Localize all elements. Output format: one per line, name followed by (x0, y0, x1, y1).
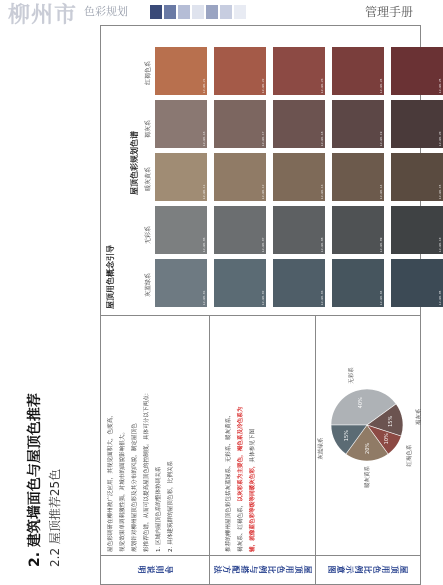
guide-paragraph: 彩推荐色谱，从而可以提高屋顶色的控制度。具体可分以下两点： (144, 389, 150, 552)
usage-body (225, 322, 261, 552)
swatch-code: LZ-WD-10 (438, 237, 442, 252)
color-swatch (273, 153, 325, 201)
guide-header (101, 555, 209, 584)
color-swatch (214, 47, 266, 95)
rotated-page (0, 25, 442, 585)
palette-family-label: 灰蓝绿系 (145, 272, 152, 297)
header-stripe (150, 5, 162, 19)
color-swatch (155, 259, 207, 307)
color-swatch (391, 206, 443, 254)
manual-label: 管理手册 (364, 5, 413, 19)
pie-slice-label: 褐灰系 (416, 408, 423, 426)
swatch-code: LZ-WD-24 (379, 78, 383, 93)
color-swatch (214, 259, 266, 307)
color-swatch (391, 259, 443, 307)
swatch-code: LZ-WD-01 (202, 290, 206, 305)
swatch-code: LZ-WD-04 (379, 290, 383, 305)
swatch-code: LZ-WD-20 (438, 131, 442, 146)
ratio-label: 屋顶用色比例示意图 (327, 565, 408, 575)
ratio-header (315, 555, 420, 584)
guide-row (101, 316, 210, 584)
swatch-code: LZ-WD-09 (379, 237, 383, 252)
swatch-code: LZ-WD-03 (320, 290, 324, 305)
swatch-code: LZ-WD-05 (438, 290, 442, 305)
palette-family-label: 无彩系 (145, 225, 152, 244)
color-swatch (332, 206, 384, 254)
swatch-code: LZ-WD-13 (320, 184, 324, 199)
swatch-code: LZ-WD-02 (261, 290, 265, 305)
concept-title: 屋顶用色概念引导 (106, 245, 115, 309)
swatch-code: LZ-WD-21 (202, 78, 206, 93)
header-stripe (206, 5, 218, 19)
usage-text: 推荐的柳州屋顶色彩包括灰蓝绿系、无彩系、暖灰黄系、 (226, 412, 232, 552)
swatch-code: LZ-WD-07 (261, 237, 265, 252)
header-stripe (178, 5, 190, 19)
guide-paragraph: 2. 具体建筑群的屋顶色彩，比例关系 (168, 460, 174, 552)
color-swatch (214, 206, 266, 254)
pie-slice-label: 红褐色系 (407, 444, 414, 467)
color-swatch (332, 153, 384, 201)
header-stripe (164, 5, 176, 19)
color-swatch (273, 100, 325, 148)
right-column (100, 25, 442, 315)
brand-subtitle: 色彩规划 (84, 5, 128, 18)
header-stripe (192, 5, 204, 19)
ratio-pie-chart (318, 320, 423, 550)
color-swatch (332, 259, 384, 307)
usage-highlight: 以灰彩系为主要色，褐色系及冷色系为 (238, 406, 244, 502)
guide-paragraph: 屋色彩调研在柳州被广泛应用，其视觉面积大，色度高， (108, 412, 114, 552)
usage-label: 屋顶用色比例与搭配方法 (212, 565, 312, 575)
swatch-code: LZ-WD-18 (320, 131, 324, 146)
guide-paragraph: 1. 区域内屋顶色系的整体协调关系 (156, 466, 162, 552)
header-stripe (220, 5, 232, 19)
swatch-code: LZ-WD-19 (379, 131, 383, 146)
pie-slice-label: 无彩系 (348, 367, 355, 384)
color-swatch (273, 259, 325, 307)
color-swatch (273, 47, 325, 95)
color-swatch (332, 47, 384, 95)
color-swatch (155, 206, 207, 254)
guide-body (107, 322, 179, 552)
pie-percent-label: 15% (344, 430, 351, 442)
color-swatch (391, 47, 443, 95)
palette-family-label: 褐灰系 (145, 119, 152, 138)
guide-paragraph: 视觉效果单调刺激性强，对城市的面貌影响很大。 (120, 428, 126, 552)
color-swatch (155, 100, 207, 148)
color-swatch (332, 100, 384, 148)
color-swatch (273, 206, 325, 254)
pie-percent-label: 15% (388, 415, 395, 427)
pie-slice-label: 暖灰黄系 (365, 465, 371, 489)
guide-paragraph: 规划针对柳州屋顶色彩及其分布的风貌，制定屋顶色 (132, 423, 138, 552)
palette-family-label: 暖灰黄系 (145, 166, 152, 191)
swatch-code: LZ-WD-22 (261, 78, 265, 93)
swatch-code: LZ-WD-15 (438, 184, 442, 199)
usage-header (209, 555, 315, 584)
left-column (100, 315, 421, 585)
color-swatch (155, 153, 207, 201)
pie-percent-label: 40% (357, 397, 364, 409)
usage-row (209, 316, 316, 584)
header-stripe (234, 5, 246, 19)
swatch-code: LZ-WD-08 (320, 237, 324, 252)
swatch-code: LZ-WD-25 (438, 78, 442, 93)
brand-logo: 柳州市 (8, 2, 78, 28)
ratio-row (315, 316, 423, 584)
swatch-code: LZ-WD-23 (320, 78, 324, 93)
pie-slice-label: 灰蓝绿系 (318, 437, 325, 460)
swatch-code: LZ-WD-17 (261, 131, 265, 146)
pie-svg (318, 320, 423, 550)
page-header (0, 0, 421, 28)
usage-highlight: 辅，就像蓝色彩等级等同暖灰色彩， (250, 462, 256, 552)
color-swatch (214, 100, 266, 148)
swatch-code: LZ-WD-11 (202, 184, 206, 199)
guide-label: 导则说明 (137, 565, 173, 575)
swatch-code: LZ-WD-14 (379, 184, 383, 199)
palette-title: 屋顶色彩规划色谱 (130, 131, 139, 195)
page-subtitle: 2.2 屋顶推荐25色 (48, 468, 62, 567)
swatch-code: LZ-WD-12 (261, 184, 265, 199)
color-swatch (155, 47, 207, 95)
swatch-code: LZ-WD-16 (202, 131, 206, 146)
color-swatch (391, 100, 443, 148)
pie-percent-label: 20% (365, 442, 371, 454)
page-title: 2. 建筑墙面色与屋顶色推荐 (27, 393, 43, 567)
header-stripes (150, 5, 248, 19)
pie-percent-label: 10% (383, 433, 390, 445)
color-swatch (214, 153, 266, 201)
palette-family-label: 红褐色系 (145, 60, 152, 85)
usage-text: 具体参见下图 (250, 428, 256, 463)
swatch-code: LZ-WD-06 (202, 237, 206, 252)
usage-text: 褐灰系、红褐色系， (238, 501, 244, 552)
color-swatch (391, 153, 443, 201)
